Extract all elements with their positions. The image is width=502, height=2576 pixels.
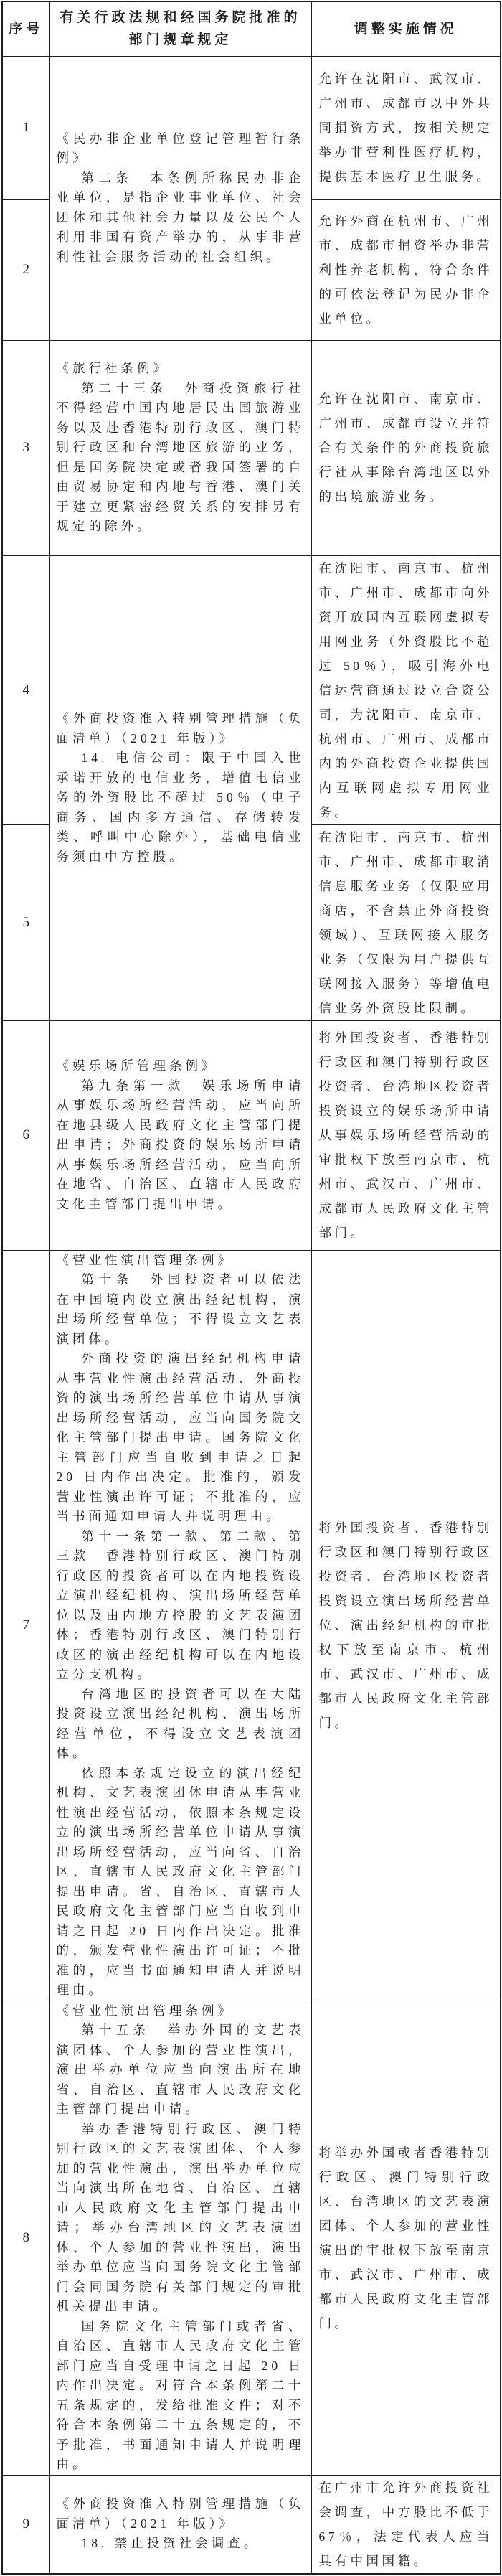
- header-regulations-line1: 有关行政法规和经国务院批准的: [60, 10, 301, 26]
- regulation-paragraph: 国务院文化主管部门或者省、自治区、直辖市人民政府文化主管部门应当自受理申请之日起 20 日内作出决定。对符合本条例第二十五条规定的，发给批准文件；对不符合本条例第二十五条规定的，不予批准，书面通知申请人并说明理由。: [56, 2318, 305, 2471]
- row-5-serial: 5: [2, 824, 49, 1020]
- header-serial-number: 序号: [2, 1, 49, 56]
- table-row: [2, 2475, 501, 2574]
- regulation-title: 《娱乐场所管理条例》: [56, 1058, 218, 1073]
- regulation-paragraph: 第二条 本条例所称民办非企业单位，是指企业事业单位、社会团体和其他社会力量以及公民个人利用非国有资产举办的，从事非营利性社会服务活动的社会组织。: [56, 170, 305, 264]
- row-3-implementation-cell: [311, 340, 501, 555]
- row-4-implementation-cell: [311, 555, 501, 824]
- row-3-serial: 3: [2, 340, 49, 555]
- regulation-paragraph: 举办香港特别行政区、澳门特别行政区的文艺表演团体、个人参加的营业性演出，演出举办单位应当向演出所在地省、自治区、直辖市人民政府文化主管部门提出申请；举办台湾地区的文艺表演团体、个人参加的营业性演出，演出举办单位应当向国务院文化主管部门会同国务院有关部门规定的审批机关提出申请。: [56, 2121, 305, 2313]
- table-row: [2, 2001, 501, 2475]
- row-7-implementation-cell: [311, 1250, 501, 2001]
- regulation-title: 《旅行社条例》: [56, 361, 169, 376]
- regulation-title: 《外商投资准入特别管理措施（负面清单）（2021 年版）》: [56, 2496, 305, 2531]
- row-7-serial: 7: [2, 1250, 49, 2001]
- row-6-serial: 6: [2, 1020, 49, 1250]
- table-row: [2, 340, 501, 555]
- regulation-paragraph: 第二十三条 外商投资旅行社不得经营中国内地居民出国旅游业务以及赴香港特别行政区、澳门特别行政区和台湾地区旅游的业务，但是国务院决定或者我国签署的自由贸易协定和内地与香港、澳门关于建立更紧密经贸关系的安排另有规定的除外。: [56, 380, 305, 534]
- regulation-paragraph: 第十五条 举办外国的文艺表演团体、个人参加的营业性演出，演出举办单位应当向演出所在地省、自治区、直辖市人民政府文化主管部门提出申请。: [56, 2023, 305, 2116]
- row-6-regulation-cell: [49, 1020, 311, 1250]
- regulation-paragraph: 第九条第一款 娱乐场所申请从事娱乐场所经营活动，应当向所在地县级人民政府文化主管部门提出申请；外商投资的娱乐场所申请从事娱乐场所经营活动，应当向所在地省、自治区、直辖市人民政府文化主管部门提出申请。: [56, 1078, 305, 1211]
- table-row: [2, 1020, 501, 1250]
- row-1-implementation-cell: [311, 56, 501, 199]
- row-9-regulation-cell: [49, 2475, 311, 2574]
- implementation-text: 在沈阳市、南京市、杭州市、广州市、成都市取消信息服务业务（仅限应用商店，不含禁止外商投资领域）、互联网接入服务业务（仅限为用户提供互联网接入服务）等增值电信业务外资股比限制。: [318, 829, 493, 1015]
- implementation-text: 将外国投资者、香港特别行政区和澳门特别行政区投资者、台湾地区投资者投资设立演出场所经营单位、演出经纪机构的审批权下放至南京市、杭州市、武汉市、广州市、成都市人民政府文化主管部门。: [318, 1520, 493, 1730]
- header-regulations-line2: 部门规章规定: [128, 32, 232, 48]
- regulation-paragraph: 依照本条规定设立的演出经纪机构、文艺表演团体申请从事营业性演出经营活动，依照本条规定设立的演出场所经营单位申请从事演出场所经营活动，应当向省、自治区、直辖市人民政府文化主管部门提出申请。省、自治区、直辖市人民政府文化主管部门应当自收到申请之日起 20 日内作出决定。批准的，颁发营业性演出许可证；不批准的，应当书面通知申请人并说明理由。: [56, 1765, 305, 1997]
- row-5-implementation-cell: [311, 824, 501, 1020]
- row-2-implementation-cell: [311, 199, 501, 340]
- regulation-title: 《外商投资准入特别管理措施（负面清单）（2021 年版）》: [56, 711, 305, 746]
- regulation-title: 《营业性演出管理条例》: [56, 1252, 234, 1267]
- regulation-paragraph: 第十一条第一款、第二款、第三款 香港特别行政区、澳门特别行政区的投资者可以在内地投资设立演出经纪机构、演出场所经营单位以及由内地方控股的文艺表演团体；香港特别行政区、澳门特别行政区的演出经纪机构可以在内地设立分支机构。: [56, 1528, 305, 1681]
- row-7-regulation-cell: [49, 1250, 311, 2001]
- implementation-text: 将外国投资者、香港特别行政区和澳门特别行政区投资者、台湾地区投资者投资设立的娱乐场所申请从事娱乐场所经营活动的审批权下放至南京市、杭州市、武汉市、广州市、成都市人民政府文化主管部门。: [318, 1030, 493, 1240]
- table-row: [2, 1250, 501, 2001]
- row-9-serial: 9: [2, 2475, 49, 2574]
- implementation-text: 允许外商在杭州市、广州市、成都市捐资举办非营利性养老机构，符合条件的可依法登记为民办非企业单位。: [318, 214, 493, 326]
- row-8-serial: 8: [2, 2001, 49, 2475]
- regulation-paragraph: 第十条 外国投资者可以依法在中国境内设立演出经纪机构、演出场所经营单位；不得设立文艺表演团体。: [56, 1272, 305, 1346]
- row-2-serial: 2: [2, 199, 49, 340]
- row-9-implementation-cell: [311, 2475, 501, 2574]
- row-1-2-regulation-cell: [49, 56, 311, 340]
- regulation-paragraph: 18. 禁止投资社会调查。: [81, 2536, 260, 2551]
- implementation-text: 在沈阳市、南京市、杭州市、广州市、成都市向外资开放国内互联网虚拟专用网业务（外资股比不超过 50％），吸引海外电信运营商通过设立合资公司，为沈阳市、南京市、杭州市、广州市、成都市内的外商投资企业提供国内互联网虚拟专用网业务。: [318, 560, 493, 819]
- table-header-row: [2, 1, 501, 56]
- row-8-regulation-cell: [49, 2001, 311, 2475]
- implementation-text: 允许在沈阳市、南京市、广州市、成都市设立并符合有关条件的外商投资旅行社从事除台湾地区以外的出境旅游业务。: [318, 392, 493, 504]
- regulation-paragraph: 14. 电信公司：限于中国入世承诺开放的电信业务，增值电信业务的外资股比不超过 50％（电子商务、国内多方通信、存储转发类、呼叫中心除外），基础电信业务须由中方控股。: [56, 751, 305, 864]
- row-4-serial: 4: [2, 555, 49, 824]
- table-row: [2, 555, 501, 824]
- row-1-serial: 1: [2, 56, 49, 199]
- implementation-text: 将举办外国或者香港特别行政区、澳门特别行政区、台湾地区的文艺表演团体、个人参加的营业性演出的审批权下放至南京市、武汉市、广州市、成都市人民政府文化主管部门。: [318, 2145, 493, 2331]
- header-regulations: [49, 1, 311, 56]
- regulation-paragraph: 外商投资的演出经纪机构申请从事营业性演出经营活动、外商投资的演出场所经营单位申请从事演出场所经营活动，应当向国务院文化主管部门提出申请。国务院文化主管部门应当自收到申请之日起 20 日内作出决定。批准的，颁发营业性演出许可证；不批准的，应当书面通知申请人并说明理由。: [56, 1351, 305, 1523]
- regulation-title: 《营业性演出管理条例》: [56, 2003, 234, 2018]
- row-3-regulation-cell: [49, 340, 311, 555]
- row-6-implementation-cell: [311, 1020, 501, 1250]
- regulation-adjustment-table: [1, 1, 501, 2575]
- row-8-implementation-cell: [311, 2001, 501, 2475]
- implementation-text: 在广州市允许外商投资社会调查，中方股比不低于 67％，法定代表人应当具有中国国籍。: [318, 2480, 493, 2568]
- regulation-paragraph: 台湾地区的投资者可以在大陆投资设立演出经纪机构、演出场所经营单位，不得设立文艺表演团体。: [56, 1686, 305, 1760]
- header-implementation: 调整实施情况: [311, 1, 501, 56]
- implementation-text: 允许在沈阳市、武汉市、广州市、成都市以中外共同捐资方式，按相关规定举办非营利性医疗机构，提供基本医疗卫生服务。: [318, 72, 493, 184]
- row-4-5-regulation-cell: [49, 555, 311, 1020]
- table-row: [2, 56, 501, 199]
- regulation-title: 《民办非企业单位登记管理暂行条例》: [56, 131, 305, 166]
